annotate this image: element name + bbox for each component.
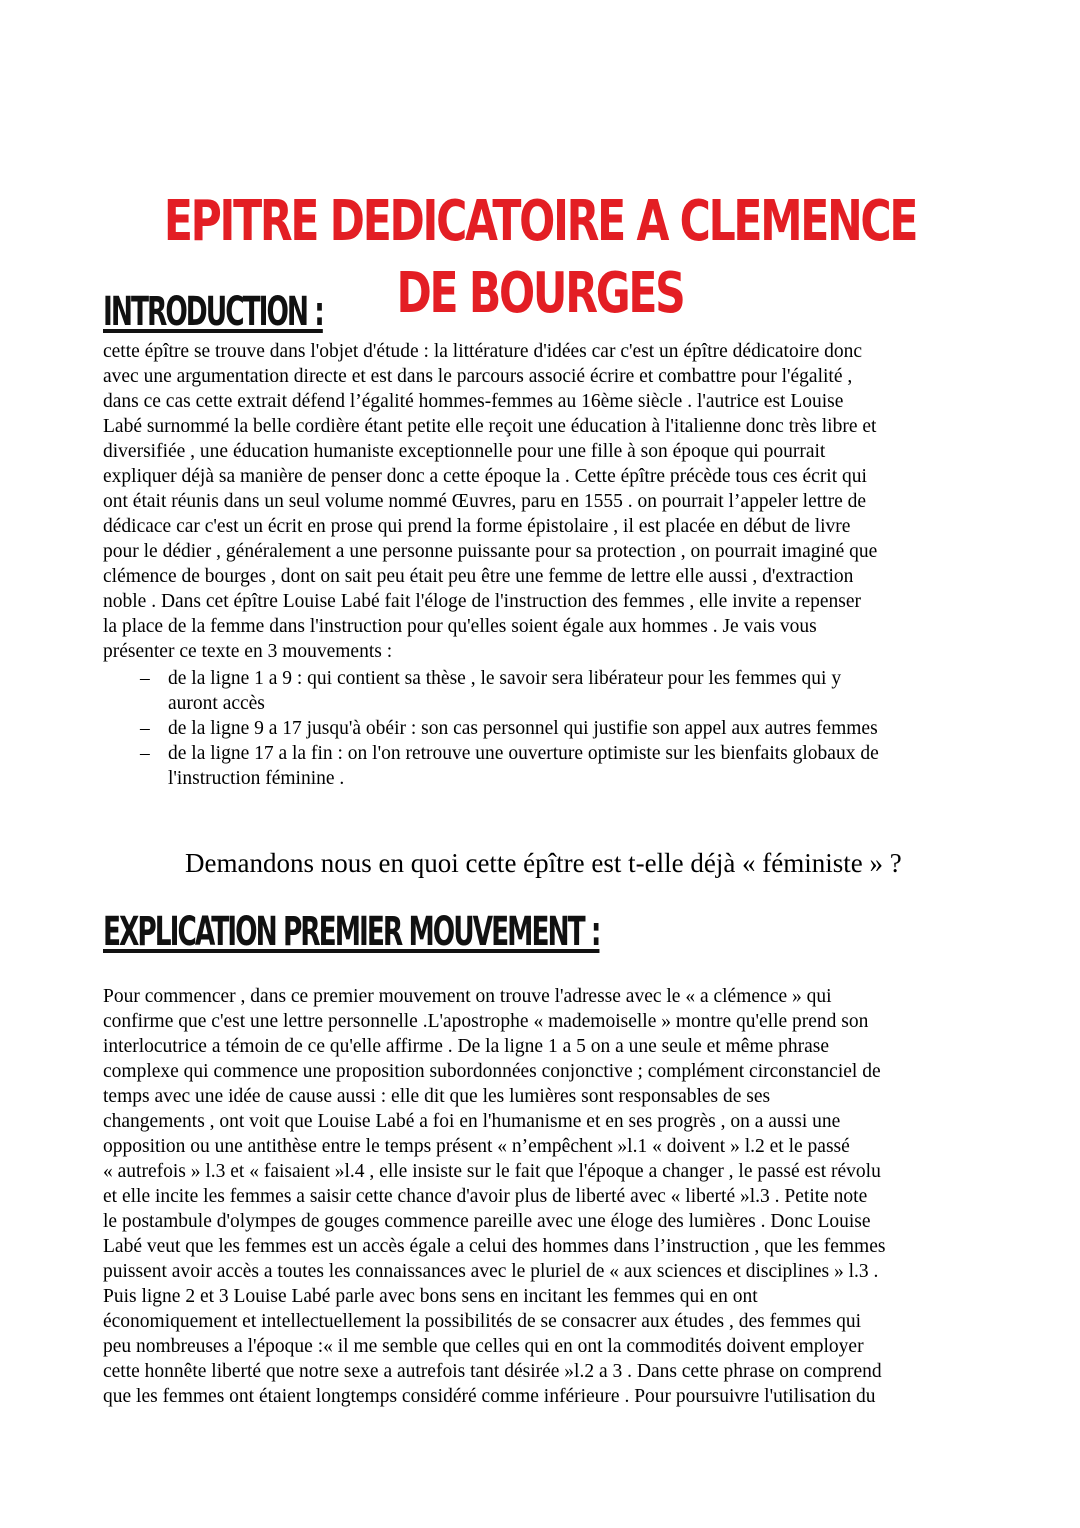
intro-line: expliquer déjà sa manière de penser donc a cette époque la . Cette épître précède tous ces écrit qui	[103, 466, 867, 487]
movements-list	[103, 666, 983, 791]
section1-line: Labé veut que les femmes est un accès égale a celui des hommes dans l’instruction , que les femmes	[103, 1236, 886, 1257]
problematic-question: Demandons nous en quoi cette épître est t-elle déjà « féministe » ?	[185, 848, 902, 878]
section1-heading: EXPLICATION PREMIER MOUVEMENT :	[103, 909, 600, 955]
movement-item	[103, 741, 983, 791]
section1-line: le postambule d'olympes de gouges commence pareille avec une éloge des lumières . Donc Louise	[103, 1211, 871, 1232]
movement-item-text: de la ligne 17 a la fin : on l'on retrouve une ouverture optimiste sur les bienfaits globaux de	[168, 743, 879, 764]
dash-bullet-icon: –	[140, 718, 150, 739]
movement-item-text: de la ligne 1 a 9 : qui contient sa thèse , le savoir sera libérateur pour les femmes qui y	[168, 668, 842, 689]
section1-line: que les femmes ont étaient longtemps considéré comme inférieure . Pour poursuivre l'utilisation du	[103, 1386, 876, 1407]
movement-item-text: de la ligne 9 a 17 jusqu'à obéir : son cas personnel qui justifie son appel aux autres femmes	[168, 718, 878, 739]
section1-line: changements , ont voit que Louise Labé a foi en l'humanisme et en ses progrès , on a aussi une	[103, 1111, 841, 1132]
section1-line: économiquement et intellectuellement la possibilités de se consacrer aux études , des femmes qui	[103, 1311, 862, 1332]
intro-heading: INTRODUCTION :	[103, 289, 323, 335]
intro-paragraph	[103, 339, 983, 664]
section1-line: temps avec une idée de cause aussi : elle dit que les lumières sont responsables de ses	[103, 1086, 771, 1107]
intro-line: Labé surnommé la belle cordière étant petite elle reçoit une éducation à l'italienne donc très libre et	[103, 416, 877, 437]
intro-line: la place de la femme dans l'instruction pour qu'elles soient égale aux hommes . Je vais vous	[103, 616, 817, 637]
section1-line: et elle incite les femmes a saisir cette chance d'avoir plus de liberté avec « liberté »l.3 . Petite note	[103, 1186, 868, 1207]
section1-line: « autrefois » l.3 et « faisaient »l.4 , elle insiste sur le fait que l'époque a changer , le passé est révolu	[103, 1161, 881, 1182]
section1-line: complexe qui commence une proposition subordonnées conjonctive ; complément circonstanciel de	[103, 1061, 881, 1082]
intro-line: dans ce cas cette extrait défend l’égalité hommes-femmes au 16ème siècle . l'autrice est Louise	[103, 391, 844, 412]
section1-line: Pour commencer , dans ce premier mouvement on trouve l'adresse avec le « a clémence » qui	[103, 986, 832, 1007]
section1-line: Puis ligne 2 et 3 Louise Labé parle avec bons sens en incitant les femmes qui en ont	[103, 1286, 758, 1307]
section1-line: interlocutrice a témoin de ce qu'elle affirme . De la ligne 1 a 5 on a une seule et même phrase	[103, 1036, 829, 1057]
section1-line: opposition ou une antithèse entre le temps présent « n’empêchent »l.1 « doivent » l.2 et le passé	[103, 1136, 850, 1157]
section1-paragraph	[103, 984, 983, 1409]
movement-item	[103, 716, 983, 741]
movement-item-text: auront accès	[168, 693, 265, 714]
section1-line: peu nombreuses a l'époque :« il me semble que celles qui en ont la commodités doivent employer	[103, 1336, 864, 1357]
intro-line: dédicace car c'est un écrit en prose qui prend la forme épistolaire , il est placée en début de livre	[103, 516, 851, 537]
dash-bullet-icon: –	[140, 668, 150, 689]
document-title: EPITRE DEDICATOIRE A CLEMENCE DE BOURGES	[163, 189, 917, 326]
intro-line: avec une argumentation directe et est dans le parcours associé écrire et combattre pour l'égalité ,	[103, 366, 853, 387]
movement-item	[103, 666, 983, 716]
movement-item-text: l'instruction féminine .	[168, 768, 345, 789]
intro-line: cette épître se trouve dans l'objet d'étude : la littérature d'idées car c'est un épître dédicatoire donc	[103, 341, 863, 362]
intro-line: pour le dédier , généralement a une personne puissante pour sa protection , on pourrait imaginé que	[103, 541, 878, 562]
intro-line: diversifiée , une éducation humaniste exceptionnelle pour une fille à son époque qui pourrait	[103, 441, 826, 462]
intro-line: présenter ce texte en 3 mouvements :	[103, 641, 393, 662]
dash-bullet-icon: –	[140, 743, 150, 764]
intro-line: noble . Dans cet épître Louise Labé fait l'éloge de l'instruction des femmes , elle invite a repenser	[103, 591, 862, 612]
section1-line: puissent avoir accès a toutes les connaissances avec le pluriel de « aux sciences et disciplines » l.3 .	[103, 1261, 879, 1282]
intro-line: clémence de bourges , dont on sait peu était peu être une femme de lettre elle aussi , d'extraction	[103, 566, 854, 587]
intro-line: ont était réunis dans un seul volume nommé Œuvres, paru en 1555 . on pourrait l’appeler lettre de	[103, 491, 867, 512]
section1-line: confirme que c'est une lettre personnelle .L'apostrophe « mademoiselle » montre qu'elle prend son	[103, 1011, 869, 1032]
section1-line: cette honnête liberté que notre sexe a autrefois tant désirée »l.2 a 3 . Dans cette phrase on comprend	[103, 1361, 882, 1382]
